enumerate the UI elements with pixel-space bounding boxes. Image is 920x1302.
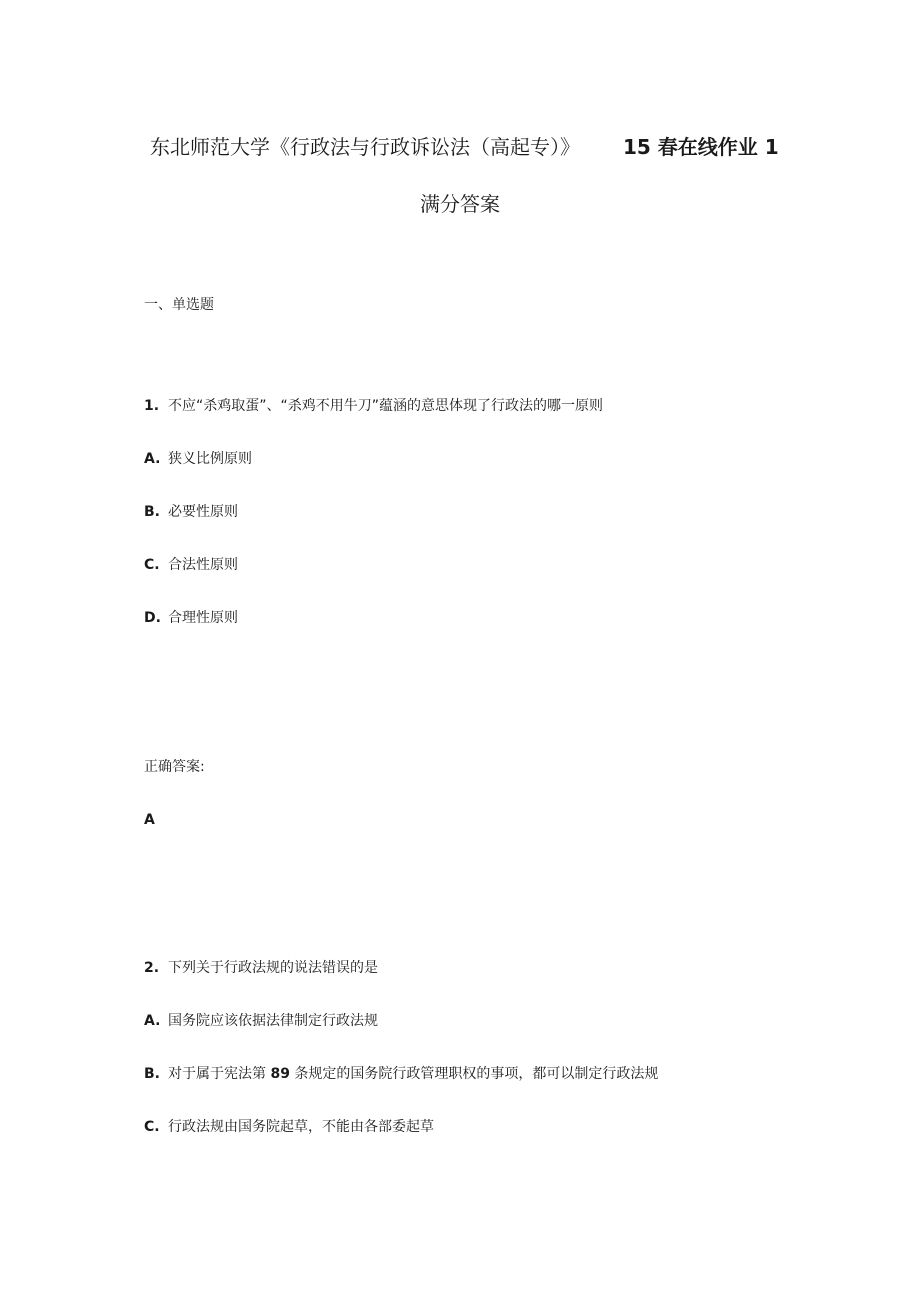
option-letter: B. (144, 1066, 160, 1082)
option-text: 合理性原则 (168, 610, 238, 626)
option-letter: C. (144, 1119, 160, 1135)
q1-option-a (144, 449, 252, 469)
title-suffix: 15 春在线作业 1 (623, 135, 779, 159)
q1-option-b (144, 502, 238, 522)
option-text: 狭义比例原则 (168, 451, 252, 467)
document-title (0, 131, 920, 161)
option-letter: A. (144, 1013, 161, 1029)
q1-option-c (144, 555, 238, 575)
q2-option-a (144, 1011, 378, 1031)
article-number: 89 (270, 1066, 290, 1082)
title-subtitle: 满分答案 (420, 192, 500, 216)
option-text: 合法性原则 (168, 557, 238, 573)
option-text: 国务院应该依据法律制定行政法规 (168, 1013, 378, 1029)
option-letter: D. (144, 610, 161, 626)
option-text: 必要性原则 (168, 504, 238, 520)
q2-option-c (144, 1117, 434, 1137)
question-text: 不应“杀鸡取蛋”、“杀鸡不用牛刀”蕴涵的意思体现了行政法的哪一原则 (168, 398, 604, 414)
option-text-pre: 对于属于宪法第 (168, 1066, 271, 1082)
option-letter: A. (144, 451, 161, 467)
question-text: 下列关于行政法规的说法错误的是 (168, 960, 378, 976)
q2-option-b (144, 1064, 658, 1084)
title-main: 东北师范大学《行政法与行政诉讼法（高起专）》 (150, 135, 580, 159)
question-number: 1. (144, 398, 160, 414)
option-text: 行政法规由国务院起草，不能由各部委起草 (168, 1119, 434, 1135)
option-text-post: 条规定的国务院行政管理职权的事项，都可以制定行政法规 (289, 1066, 659, 1082)
question-1 (144, 396, 603, 416)
answer-value: A (144, 812, 155, 828)
answer-label: 正确答案: (144, 759, 205, 775)
option-letter: B. (144, 504, 160, 520)
section-heading: 一、单选题 (144, 297, 214, 313)
question-number: 2. (144, 960, 160, 976)
q1-option-d (144, 608, 238, 628)
question-2 (144, 958, 378, 978)
option-letter: C. (144, 557, 160, 573)
